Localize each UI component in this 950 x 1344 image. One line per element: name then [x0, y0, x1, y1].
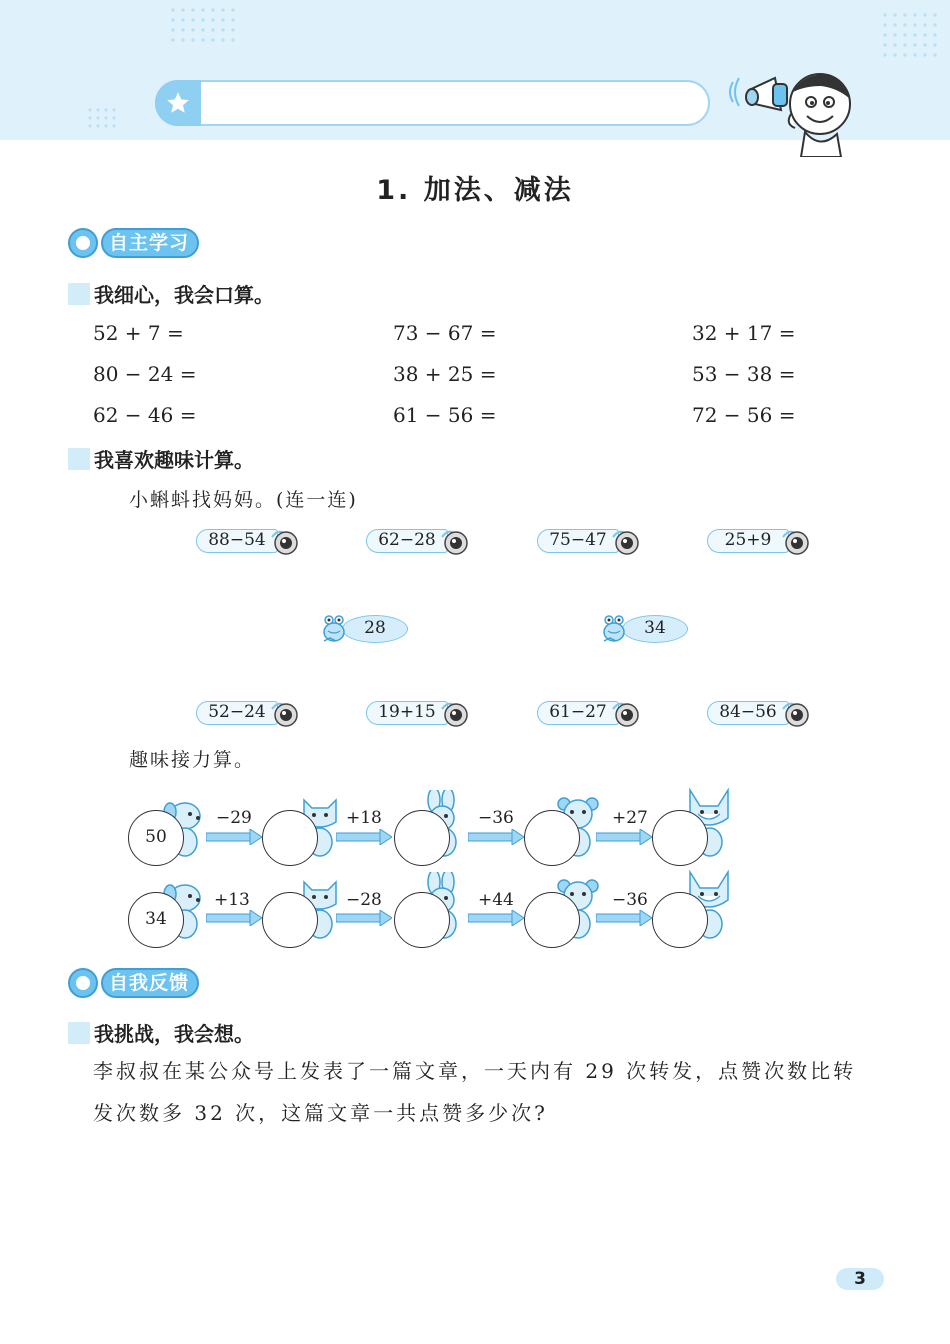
tadpole-head-icon: [611, 527, 641, 557]
equation: 73 − 67 =: [393, 321, 497, 345]
tadpole-expression: 61−27: [537, 701, 619, 725]
arrow-right-icon: [468, 829, 524, 845]
study-section-badge: [68, 228, 199, 258]
frog-icon: [322, 614, 348, 644]
frog-card[interactable]: [602, 612, 692, 646]
relay-operation: −36: [478, 808, 514, 828]
relay-operation: +27: [612, 808, 648, 828]
tadpole-expression: 75−47: [537, 529, 619, 553]
arrow-right-icon: [468, 910, 524, 926]
heading-square-marker: [68, 448, 90, 470]
relay-start-circle: 34: [128, 892, 184, 948]
fun-calc-heading: [68, 444, 254, 473]
frog-card[interactable]: [322, 612, 412, 646]
equation: 61 − 56 =: [393, 403, 497, 427]
equation: 32 + 17 =: [692, 321, 796, 345]
tadpole-head-icon: [440, 527, 470, 557]
tadpole-card[interactable]: [196, 527, 302, 557]
relay-answer-circle[interactable]: [524, 810, 580, 866]
tadpole-card[interactable]: [196, 699, 302, 729]
arrow-right-icon: [596, 910, 652, 926]
tadpole-expression: 84−56: [707, 701, 789, 725]
equation: 53 − 38 =: [692, 362, 796, 386]
word-problem-line-2: 发次数多 32 次，这篇文章一共点赞多少次?: [93, 1101, 548, 1125]
tadpole-head-icon: [781, 527, 811, 557]
relay-title: 趣味接力算。: [129, 749, 256, 771]
dot-pattern: [85, 105, 125, 135]
frog-icon: [602, 614, 628, 644]
relay-start-circle: 50: [128, 810, 184, 866]
chapter-title-bar: [155, 80, 710, 126]
relay-answer-circle[interactable]: [524, 892, 580, 948]
word-problem-line-1: 李叔叔在某公众号上发表了一篇文章，一天内有 29 次转发，点赞次数比转: [93, 1059, 857, 1083]
arrow-right-icon: [336, 829, 392, 845]
heading-square-marker: [68, 283, 90, 305]
fun-calc-heading-text: 我喜欢趣味计算。: [94, 448, 254, 472]
arrow-right-icon: [596, 829, 652, 845]
equation: 38 + 25 =: [393, 362, 497, 386]
equation: 80 − 24 =: [93, 362, 197, 386]
equation: 72 − 56 =: [692, 403, 796, 427]
page-title: 1. 加法、减法: [376, 175, 574, 206]
relay-operation: +44: [478, 890, 514, 910]
frog-number: 34: [622, 615, 688, 643]
equation: 62 − 46 =: [93, 403, 197, 427]
relay-answer-circle[interactable]: [394, 892, 450, 948]
relay-operation: −29: [216, 808, 252, 828]
tadpole-head-icon: [440, 699, 470, 729]
alarm-clock-icon: [68, 228, 98, 258]
tadpole-card[interactable]: [366, 699, 472, 729]
dot-pattern: [880, 10, 950, 70]
relay-answer-circle[interactable]: [262, 892, 318, 948]
page-number: 3: [836, 1268, 884, 1290]
challenge-heading: [68, 1018, 254, 1047]
relay-operation: +18: [346, 808, 382, 828]
mental-math-heading-text: 我细心，我会口算。: [94, 283, 274, 307]
tadpole-head-icon: [270, 699, 300, 729]
feedback-badge-label: 自我反馈: [101, 968, 199, 998]
tadpole-expression: 19+15: [366, 701, 448, 725]
tadpole-card[interactable]: [707, 527, 813, 557]
feedback-section-badge: [68, 968, 199, 998]
tadpole-head-icon: [781, 699, 811, 729]
megaphone-boy-mascot-icon: [725, 62, 865, 157]
star-icon: [165, 90, 191, 116]
tadpole-expression: 62−28: [366, 529, 448, 553]
challenge-heading-text: 我挑战，我会想。: [94, 1022, 254, 1046]
star-tab: [155, 80, 201, 126]
tadpole-card[interactable]: [537, 699, 643, 729]
relay-answer-circle[interactable]: [652, 892, 708, 948]
equation: 52 + 7 =: [93, 321, 184, 345]
tadpole-head-icon: [270, 527, 300, 557]
tadpole-card[interactable]: [707, 699, 813, 729]
arrow-right-icon: [206, 829, 262, 845]
tadpole-expression: 88−54: [196, 529, 278, 553]
dot-pattern: [168, 5, 248, 55]
mental-math-heading: [68, 279, 274, 308]
tadpole-card[interactable]: [366, 527, 472, 557]
arrow-right-icon: [206, 910, 262, 926]
match-title: 小蝌蚪找妈妈。(连一连): [129, 489, 358, 511]
relay-answer-circle[interactable]: [652, 810, 708, 866]
tadpole-card[interactable]: [537, 527, 643, 557]
tadpole-head-icon: [611, 699, 641, 729]
alarm-clock-icon: [68, 968, 98, 998]
relay-operation: +13: [214, 890, 250, 910]
frog-number: 28: [342, 615, 408, 643]
relay-answer-circle[interactable]: [262, 810, 318, 866]
heading-square-marker: [68, 1022, 90, 1044]
relay-operation: −36: [612, 890, 648, 910]
relay-operation: −28: [346, 890, 382, 910]
study-badge-label: 自主学习: [101, 228, 199, 258]
arrow-right-icon: [336, 910, 392, 926]
tadpole-expression: 52−24: [196, 701, 278, 725]
tadpole-expression: 25+9: [707, 529, 789, 553]
relay-answer-circle[interactable]: [394, 810, 450, 866]
